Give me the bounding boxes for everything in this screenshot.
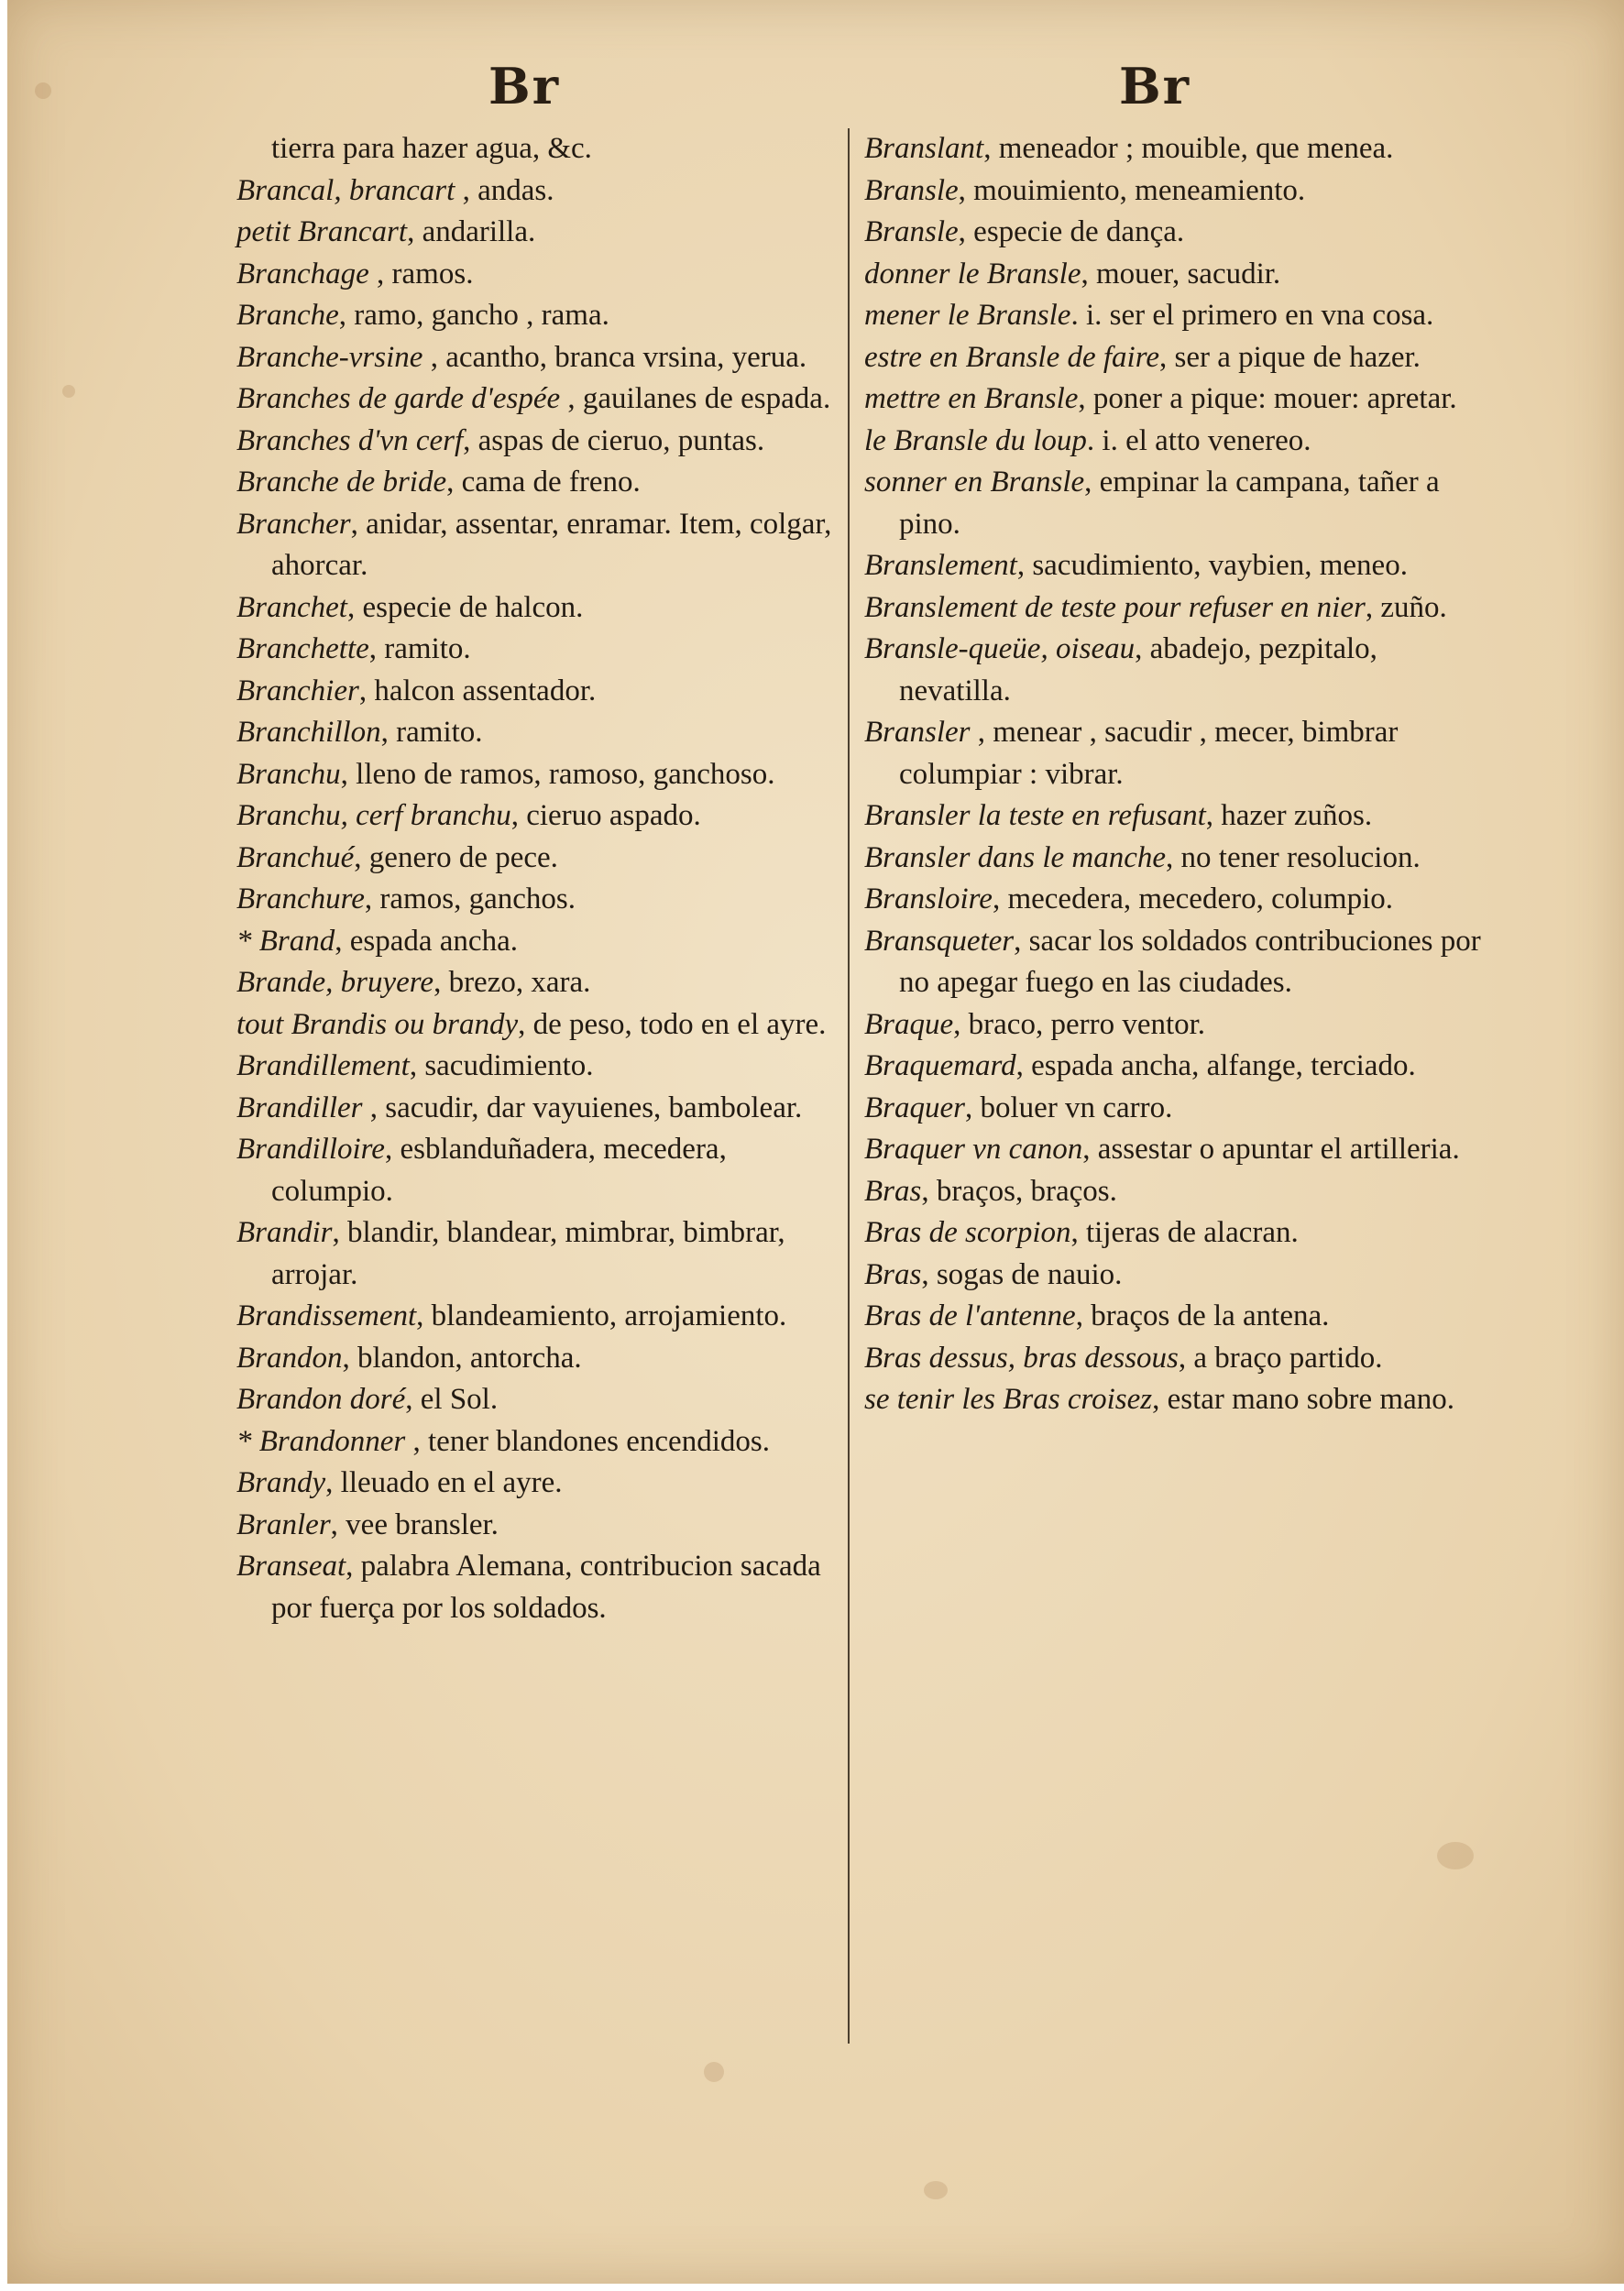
entry-headword: Braquer [864,1091,965,1124]
entry-headword: Branchué [236,840,355,874]
entry-definition: , espada ancha. [335,924,518,958]
entry-headword: Bras de scorpion [864,1216,1071,1249]
entry-definition: , especie de dança. [958,215,1185,248]
entry-definition: , ramito. [368,632,471,665]
dictionary-entry [236,1296,841,1338]
entry-headword: donner le Bransle [864,257,1081,290]
entry-headword: Branchage [236,257,369,290]
entry-headword: Brandir [236,1216,333,1249]
entry-headword: * Brandonner [236,1424,406,1458]
entry-definition: , aspas de cieruo, puntas. [463,423,765,457]
entry-headword: Bransloire [864,882,993,915]
entry-definition: , meneador ; mouible, que menea. [983,132,1394,165]
entry-headword: Bras dessus, bras dessous [864,1341,1179,1375]
entry-headword: Braque [864,1007,954,1041]
dictionary-entry [864,795,1487,838]
dictionary-entry [236,504,841,587]
entry-definition: , ramos, ganchos. [364,882,576,915]
entry-headword: Bras de l'antenne [864,1299,1076,1332]
entry-definition: , de peso, todo en el ayre. [518,1007,827,1041]
dictionary-entry [236,1338,841,1380]
dictionary-entry [864,128,1487,170]
entry-definition: . i. ser el primero en vna cosa. [1070,299,1434,332]
dictionary-entry [864,879,1487,921]
dictionary-entry [864,712,1487,795]
dictionary-entry [236,254,841,296]
entry-definition: , menear , sacudir , mecer, bimbrar columpiar : vibrar. [899,716,1399,791]
entry-headword: petit Brancart [236,215,408,248]
dictionary-entry [864,254,1487,296]
entry-headword: Bransle [864,215,959,248]
entry-definition: . i. el atto venereo. [1086,423,1311,457]
entry-definition: , mouer, sacudir. [1081,257,1281,290]
entry-definition: , a braço partido. [1178,1341,1383,1375]
entry-headword: Branche [236,299,339,332]
dictionary-entry [864,1171,1487,1213]
entry-definition: , genero de pece. [354,840,558,874]
dictionary-entry [236,1463,841,1505]
entry-headword: Brandillement [236,1049,410,1082]
dictionary-entry [864,838,1487,880]
dictionary-entry [236,962,841,1004]
entry-headword: Branches d'vn cerf [236,423,464,457]
entry-headword: Branchu [236,757,341,791]
entry-headword: Bransler dans le manche [864,840,1167,874]
entry-definition: , gauilanes de espada. [560,382,831,415]
dictionary-entry [864,421,1487,463]
entry-definition: , sacudimiento, vaybien, meneo. [1016,549,1408,582]
dictionary-entry [864,170,1487,213]
entry-definition: , blandeamiento, arrojamiento. [416,1299,787,1332]
dictionary-entry [236,337,841,379]
stain [62,385,75,398]
entry-headword: Bransqueter [864,924,1015,958]
dictionary-entry [236,671,841,713]
entry-definition: tierra para hazer agua, &c. [271,132,592,165]
dictionary-entry [864,1004,1487,1047]
entry-headword: Branchet [236,590,347,624]
dictionary-entry [236,421,841,463]
entry-definition: , braços de la antena. [1075,1299,1330,1332]
dictionary-entry [236,1129,841,1212]
column-divider [848,128,850,2044]
entry-definition: , poner a pique: mouer: apretar. [1078,382,1457,415]
entry-headword: Brandissement [236,1299,417,1332]
entry-headword: Branchette [236,632,369,665]
dictionary-entry [864,1129,1487,1171]
dictionary-entry [236,587,841,630]
entry-headword: Brancher [236,507,351,541]
entry-definition: , boluer vn carro. [965,1091,1173,1124]
entry-definition: , ramito. [380,716,483,749]
entry-headword: Bransler la teste en refusant [864,799,1206,832]
entry-headword: Bransle-queüe, oiseau [864,632,1136,665]
entry-definition: , tijeras de alacran. [1070,1216,1299,1249]
entry-headword: Branches de garde d'espée [236,382,561,415]
entry-definition: , lleno de ramos, ramoso, ganchoso. [340,757,775,791]
left-column [236,128,841,1629]
entry-headword: tout Brandis ou brandy [236,1007,519,1041]
entry-definition: , palabra Alemana, contribucion sacada por fuerça por los soldados. [271,1550,821,1625]
dictionary-entry [236,170,841,213]
entry-headword: Braquer vn canon [864,1133,1083,1166]
entry-headword: mettre en Bransle [864,382,1079,415]
dictionary-entry [864,295,1487,337]
dictionary-entry [864,462,1487,545]
dictionary-entry [236,795,841,838]
dictionary-entry [864,337,1487,379]
entry-headword: Branchu, cerf branchu [236,799,511,832]
entry-headword: Branchillon [236,716,381,749]
running-header-left: Br [488,57,561,115]
entry-definition: , empinar la campana, tañer a pino. [899,466,1440,541]
entry-definition: , sacar los soldados contribuciones por no apegar fuego en las ciudades. [899,924,1481,999]
entry-definition: , estar mano sobre mano. [1152,1383,1454,1416]
dictionary-entry [864,1296,1487,1338]
dictionary-entry [236,1546,841,1629]
entry-headword: Brande, bruyere [236,966,434,999]
entry-headword: Branche de bride [236,466,447,499]
entry-definition: , brezo, xara. [433,966,591,999]
entry-definition: , blandir, blandear, mimbrar, bimbrar, arrojar. [271,1216,785,1291]
running-header-right: Br [1119,57,1191,115]
dictionary-entry [236,295,841,337]
entry-headword: Bransler [864,716,971,749]
entry-definition: , espada ancha, alfange, terciado. [1015,1049,1416,1082]
entry-headword: Branseat [236,1550,346,1583]
entry-definition: , sacudimiento. [409,1049,594,1082]
dictionary-entry [236,712,841,754]
dictionary-entry [236,629,841,671]
dictionary-entry [236,838,841,880]
dictionary-entry [864,1338,1487,1380]
dictionary-entry [236,879,841,921]
dictionary-entry [864,545,1487,587]
dictionary-entry [864,212,1487,254]
dictionary-entry [236,128,841,170]
dictionary-entry [236,1046,841,1088]
right-column [864,128,1487,1421]
stain [1437,1842,1474,1869]
entry-definition: , mouimiento, meneamiento. [958,173,1306,207]
entry-definition: , assestar o apuntar el artilleria. [1082,1133,1460,1166]
entry-definition: , braços, braços. [921,1174,1117,1208]
entry-headword: mener le Bransle [864,299,1071,332]
dictionary-entry [236,212,841,254]
entry-headword: Brandilloire [236,1133,385,1166]
entry-definition: , tener blandones encendidos. [405,1424,770,1458]
entry-definition: , hazer zuños. [1205,799,1373,832]
entry-headword: Brancal, brancart [236,173,455,207]
entry-headword: estre en Bransle de faire [864,340,1159,374]
stain [924,2181,948,2199]
entry-headword: Brandiller [236,1091,363,1124]
entry-headword: Branche-vrsine [236,340,423,374]
entry-headword: Branslement de teste pour refuser en nier [864,590,1366,624]
entry-definition: , acantho, branca vrsina, yerua. [422,340,807,374]
dictionary-entry [236,1212,841,1296]
entry-definition: , halcon assentador. [358,674,597,707]
dictionary-entry [236,921,841,963]
entry-headword: Brandon [236,1341,343,1375]
dictionary-entry [864,1088,1487,1130]
dictionary-entry [864,1046,1487,1088]
entry-definition: , anidar, assentar, enramar. Item, colgar, ahorcar. [271,507,832,582]
dictionary-entry [864,587,1487,630]
dictionary-entry [236,1088,841,1130]
dictionary-entry [864,1379,1487,1421]
entry-headword: Branslement [864,549,1017,582]
entry-definition: , especie de halcon. [346,590,584,624]
entry-definition: , sogas de nauio. [921,1257,1123,1291]
entry-definition: , esblanduñadera, mecedera, columpio. [271,1133,727,1208]
entry-headword: le Bransle du loup [864,423,1087,457]
stain [35,82,51,99]
entry-definition: , no tener resolucion. [1166,840,1421,874]
entry-definition: , blandon, antorcha. [342,1341,582,1375]
entry-definition: , andarilla. [407,215,536,248]
entry-headword: Branchure [236,882,365,915]
entry-definition: , cama de freno. [446,466,641,499]
entry-headword: * Brand [236,924,335,958]
dictionary-entry [864,921,1487,1004]
entry-definition: , vee bransler. [330,1507,499,1541]
entry-headword: Bras [864,1174,922,1208]
entry-definition: , ser a pique de hazer. [1158,340,1421,374]
dictionary-entry [864,1212,1487,1255]
dictionary-entry [864,629,1487,712]
entry-definition: , ramos. [368,257,474,290]
dictionary-entry [236,754,841,796]
entry-headword: Brandy [236,1466,326,1499]
entry-definition: , mecedera, mecedero, columpio. [992,882,1393,915]
entry-definition: , andas. [455,173,554,207]
dictionary-entry [864,1255,1487,1297]
entry-definition: , lleuado en el ayre. [325,1466,563,1499]
entry-headword: Branslant [864,132,984,165]
entry-headword: Bransle [864,173,959,207]
dictionary-entry [236,1421,841,1463]
entry-definition: , el Sol. [405,1383,499,1416]
entry-headword: Braquemard [864,1049,1016,1082]
dictionary-entry [236,1004,841,1047]
entry-headword: Brandon doré [236,1383,406,1416]
entry-headword: Branler [236,1507,331,1541]
entry-headword: Bras [864,1257,922,1291]
dictionary-entry [236,378,841,421]
dictionary-page [7,0,1624,2284]
entry-definition: , zuño. [1365,590,1447,624]
entry-definition: , cieruo aspado. [510,799,701,832]
dictionary-entry [236,1379,841,1421]
dictionary-entry [864,378,1487,421]
entry-definition: , braco, perro ventor. [953,1007,1206,1041]
entry-headword: Branchier [236,674,359,707]
dictionary-entry [236,1505,841,1547]
entry-definition: , ramo, gancho , rama. [338,299,609,332]
entry-headword: se tenir les Bras croisez [864,1383,1153,1416]
entry-definition: , sacudir, dar vayuienes, bambolear. [362,1091,803,1124]
dictionary-entry [236,462,841,504]
entry-definition: , abadejo, pezpitalo, nevatilla. [899,632,1377,707]
entry-headword: sonner en Bransle [864,466,1085,499]
stain [704,2062,724,2082]
